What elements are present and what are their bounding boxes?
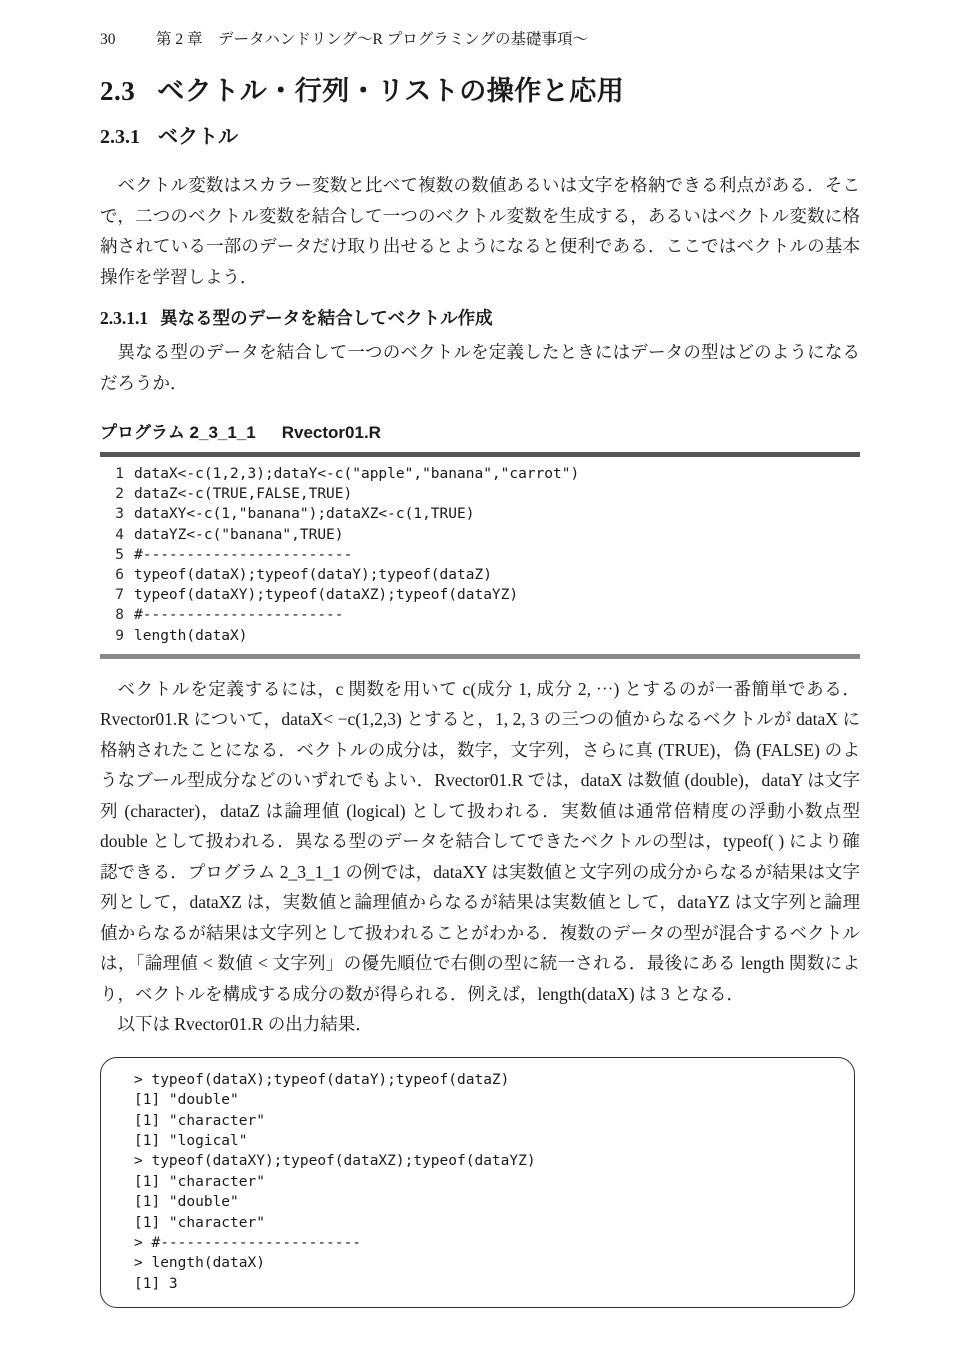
output-line: [1] "character" — [134, 1214, 265, 1231]
output-line: > typeof(dataXY);typeof(dataXZ);typeof(dataYZ) — [134, 1153, 536, 1170]
program-filename: Rvector01.R — [281, 423, 381, 442]
code-text: typeof(dataXY);typeof(dataXZ);typeof(dataYZ) — [134, 587, 519, 604]
code-line — [100, 464, 860, 484]
question-paragraph: 異なる型のデータを結合して一つのベクトルを定義したときにはデータの型はどのようになるだろうか． — [100, 342, 860, 393]
line-number: 2 — [115, 486, 124, 503]
explanation-paragraph: ベクトルを定義するには，c 関数を用いて c(成分 1, 成分 2, ⋯) とするのが一番簡単である．Rvector01.R について，dataX< −c(1,2,3) とすると，1, 2, 3 の三つの値からなるベクトルが dataX に格納されたことになる．ベクトルの成分は，数字，文字列，さらに真 (TRUE)，偽 (FALSE) のようなブール型成分などのいずれでもよい．Rvector01.R では，dataX は数値 (double)，dataY は文字列 (character)，dataZ は論理値 (logical) として扱われる．実数値は通常倍精度の浮動小数点型 double として扱われる．異なる型のデータを結合してできたベクトルの型は，typeof( ) により確認できる．プログラム 2_3_1_1 の例では，dataXY は実数値と文字列の成分からなるが結果は文字列として，dataXZ は，実数値と論理値からなるが結果は実数値として，dataYZ は文字列と論理値からなるが結果は文字列として扱われることがわかる．複数のデータの型が混合するベクトルは，「論理値 < 数値 < 文字列」の優先順位で右側の型に統一される．最後にある length 関数により，ベクトルを構成する成分の数が得られる．例えば，length(dataX) は 3 となる． — [100, 678, 860, 1004]
code-text: length(dataX) — [134, 627, 248, 644]
code-text: dataXY<-c(1,"banana");dataXZ<-c(1,TRUE) — [134, 506, 475, 523]
code-text: dataX<-c(1,2,3);dataY<-c("apple","banana","carrot") — [134, 466, 580, 482]
code-line — [100, 605, 860, 625]
output-line: [1] 3 — [134, 1275, 178, 1292]
code-line — [100, 525, 860, 545]
subsection-number: 2.3.1 — [100, 126, 140, 148]
output-line: [1] "character" — [134, 1173, 265, 1190]
line-number: 5 — [115, 546, 124, 563]
code-line — [100, 626, 860, 646]
output-line: [1] "double" — [134, 1194, 239, 1211]
code-line — [100, 484, 860, 504]
output-line: [1] "character" — [134, 1112, 265, 1129]
output-line: > #----------------------- — [134, 1235, 361, 1252]
code-text: #------------------------ — [134, 546, 353, 563]
output-line: > typeof(dataX);typeof(dataY);typeof(dataZ) — [134, 1071, 510, 1088]
output-line: [1] "logical" — [134, 1133, 248, 1150]
line-number: 6 — [115, 567, 124, 584]
line-number: 8 — [115, 607, 124, 624]
code-line — [100, 545, 860, 565]
output-line: > length(dataX) — [134, 1255, 265, 1272]
subsection-title: ベクトル — [158, 126, 238, 148]
code-line — [100, 565, 860, 585]
output-intro: 以下は Rvector01.R の出力結果． — [117, 1014, 373, 1035]
line-number: 1 — [115, 466, 124, 482]
code-text: typeof(dataX);typeof(dataY);typeof(dataZ) — [134, 567, 492, 584]
intro-paragraph: ベクトル変数はスカラー変数と比べて複数の数値あるいは文字を格納できる利点がある．そこで，二つのベクトル変数を結合して一つのベクトル変数を生成する，あるいはベクトル変数に格納されている一部のデータだけ取り出せるとようになると便利である．ここではベクトルの基本操作を学習しよう． — [100, 175, 860, 287]
console-output-box — [100, 1057, 855, 1308]
output-line: [1] "double" — [134, 1092, 239, 1109]
page-header — [100, 30, 860, 50]
section-title: ベクトル・行列・リストの操作と応用 — [157, 76, 625, 106]
code-text: dataZ<-c(TRUE,FALSE,TRUE) — [134, 486, 353, 503]
chapter-running-title: 第 2 章 データハンドリング〜R プログラミングの基礎事項〜 — [156, 31, 588, 48]
line-number: 4 — [115, 526, 124, 543]
code-listing — [100, 452, 860, 659]
subsubsection-heading — [100, 307, 860, 330]
line-number: 9 — [115, 627, 124, 644]
code-line — [100, 585, 860, 605]
code-lines — [100, 457, 860, 654]
subsubsection-title: 異なる型のデータを結合してベクトル作成 — [160, 308, 493, 328]
code-text: #----------------------- — [134, 607, 344, 624]
program-caption — [100, 422, 860, 444]
section-heading — [100, 75, 860, 107]
line-number: 7 — [115, 587, 124, 604]
line-number: 3 — [115, 506, 124, 523]
subsubsection-number: 2.3.1.1 — [100, 308, 149, 328]
page-number: 30 — [100, 31, 116, 48]
subsection-heading — [100, 125, 860, 150]
listing-bottom-rule — [100, 654, 860, 659]
program-label: プログラム 2_3_1_1 — [100, 423, 256, 442]
section-number: 2.3 — [100, 76, 136, 106]
code-text: dataYZ<-c("banana",TRUE) — [134, 526, 344, 543]
code-line — [100, 504, 860, 524]
